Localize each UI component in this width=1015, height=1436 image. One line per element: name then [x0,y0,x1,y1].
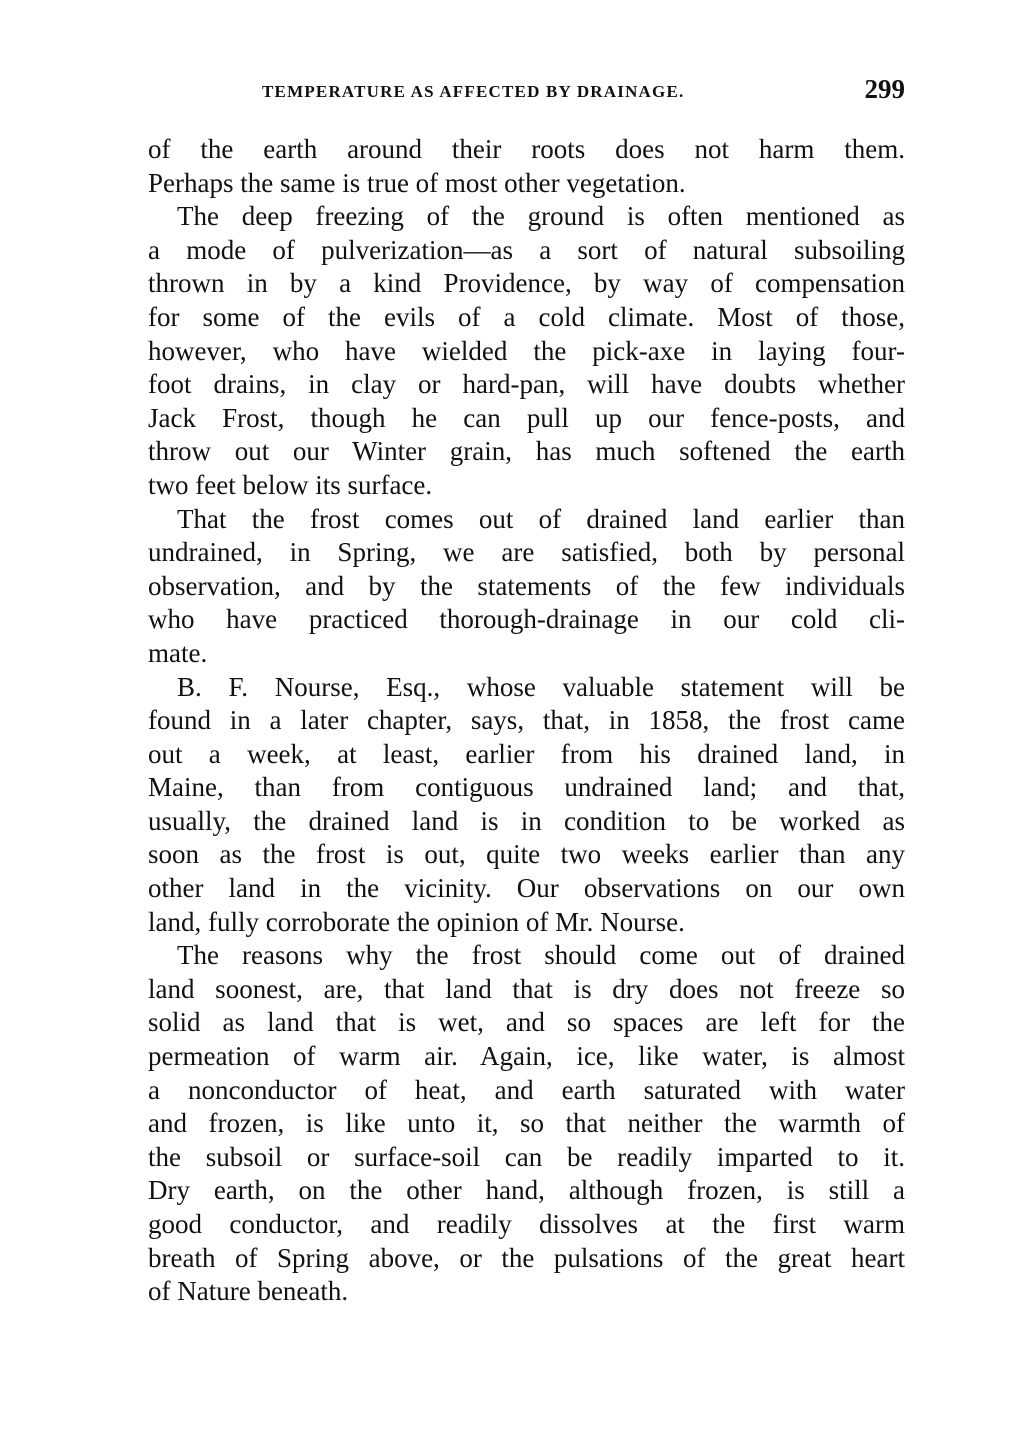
paragraph [148,671,905,940]
page-header [148,74,905,110]
text-line: out a week, at least, earlier from his drained land, in [148,738,905,769]
running-title: TEMPERATURE AS AFFECTED BY DRAINAGE. [262,82,685,101]
text-line: observation, and by the statements of the few individuals [148,570,905,601]
text-line: who have practiced thorough-drainage in our cold cli- [148,604,905,635]
text-line: good conductor, and readily dissolves at the first warm [148,1209,905,1239]
paragraph [148,200,905,502]
text-line: usually, the drained land is in condition to be worked as [148,805,905,836]
text-line: That the frost comes out of drained land earlier than [177,503,905,534]
text-line: soon as the frost is out, quite two weeks earlier than any [148,839,905,870]
text-line: undrained, in Spring, we are satisfied, both by personal [148,537,905,568]
text-line: thrown in by a kind Providence, by way of compensation [148,268,905,299]
paragraph [148,939,905,1309]
text-line: Maine, than from contiguous undrained land; and that, [148,772,905,803]
body-text [148,133,905,1309]
text-line: two feet below its surface. [148,469,433,500]
text-line: B. F. Nourse, Esq., whose valuable statement will be [177,671,905,702]
paragraph [148,133,905,200]
text-line: land soonest, are, that land that is dry does not freeze so [148,973,905,1004]
text-line: and frozen, is like unto it, so that neither the warmth of [148,1108,905,1139]
text-line: The reasons why the frost should come out of drained [177,940,905,971]
paragraph [148,503,905,671]
text-line: breath of Spring above, or the pulsations of the great heart [148,1242,905,1273]
text-line: Perhaps the same is true of most other vegetation. [148,167,686,198]
text-line: solid as land that is wet, and so spaces are left for the [148,1007,905,1038]
text-line: a mode of pulverization—as a sort of natural subsoiling [148,234,905,265]
text-line: a nonconductor of heat, and earth saturated with water [148,1074,905,1105]
text-line: Jack Frost, though he can pull up our fence-posts, and [148,402,905,433]
text-line: the subsoil or surface-soil can be readily imparted to it. [148,1141,905,1172]
text-line: other land in the vicinity. Our observations on our own [148,873,905,904]
text-line: land, fully corroborate the opinion of Mr. Nourse. [148,906,685,937]
page-number: 299 [864,74,905,104]
text-line: Dry earth, on the other hand, although frozen, is still a [148,1175,905,1206]
text-line: The deep freezing of the ground is often mentioned as [177,201,905,232]
text-line: however, who have wielded the pick-axe in laying four- [148,335,905,366]
text-line: foot drains, in clay or hard-pan, will have doubts whether [148,369,905,400]
text-line: of the earth around their roots does not harm them. [148,134,905,164]
text-line: permeation of warm air. Again, ice, like water, is almost [148,1041,905,1072]
text-line: of Nature beneath. [148,1276,349,1307]
text-line: found in a later chapter, says, that, in 1858, the frost came [148,705,905,736]
text-line: throw out our Winter grain, has much softened the earth [148,436,905,467]
text-line: for some of the evils of a cold climate. Most of those, [148,301,905,332]
text-line: mate. [148,637,208,668]
